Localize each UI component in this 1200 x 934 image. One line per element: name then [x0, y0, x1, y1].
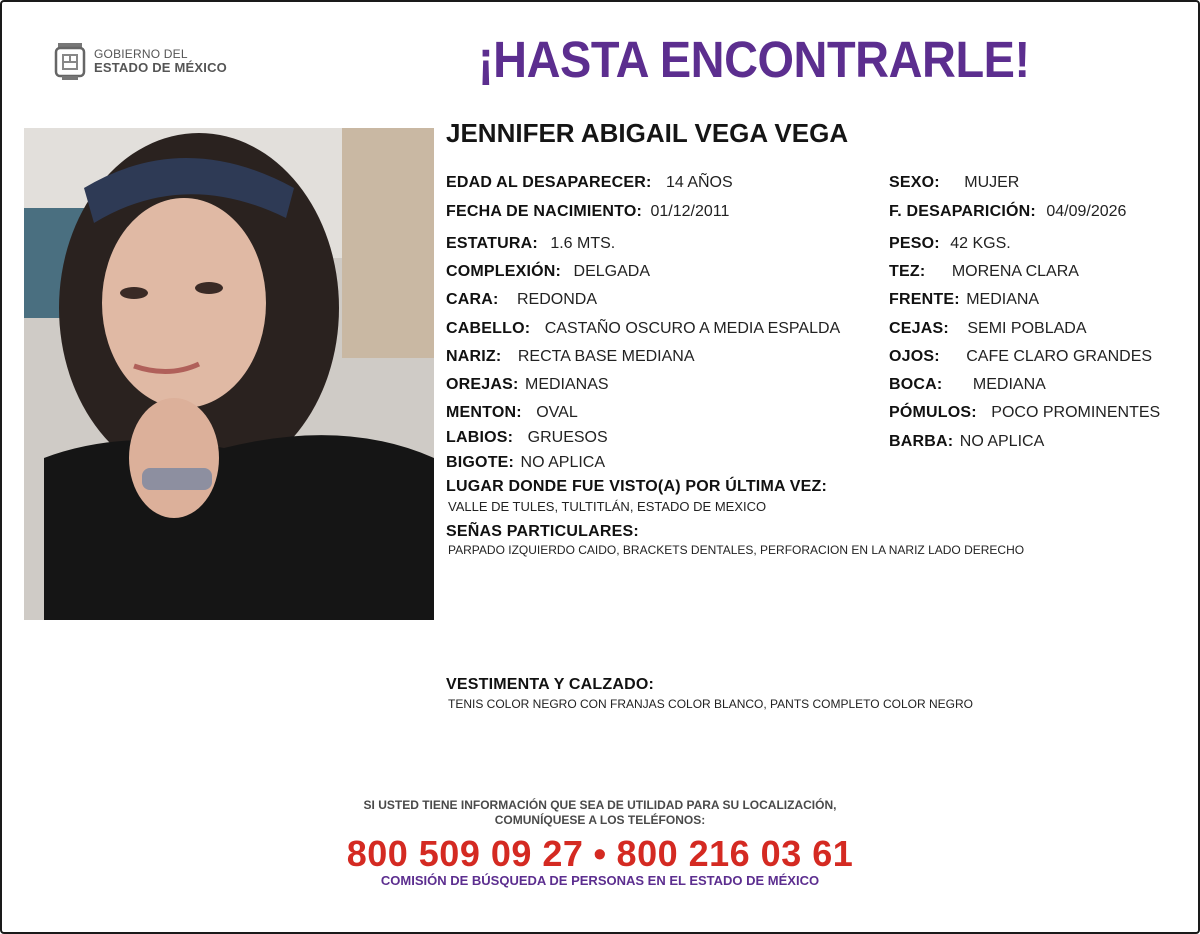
field-chin: MENTON: OVAL	[446, 404, 578, 421]
field-beard: BARBA: NO APLICA	[889, 433, 1045, 450]
field-sex: SEXO: MUJER	[889, 174, 1020, 191]
field-cheekbones: PÓMULOS: POCO PROMINENTES	[889, 404, 1161, 421]
last-seen-value: VALLE DE TULES, TULTITLÁN, ESTADO DE MEXICO	[448, 499, 767, 514]
logo-line-1: GOBIERNO DEL	[94, 47, 188, 61]
marks-label: SEÑAS PARTICULARES:	[446, 523, 639, 540]
field-weight: PESO: 42 KGS.	[889, 235, 1011, 252]
last-seen-label: LUGAR DONDE FUE VISTO(A) POR ÚLTIMA VEZ:	[446, 478, 828, 495]
field-moustache: BIGOTE: NO APLICA	[446, 454, 606, 471]
clothing-value: TENIS COLOR NEGRO CON FRANJAS COLOR BLANCO, PANTS COMPLETO COLOR NEGRO	[448, 697, 973, 711]
person-name: JENNIFER ABIGAIL VEGA VEGA	[446, 118, 849, 148]
clothing-label: VESTIMENTA Y CALZADO:	[446, 676, 655, 693]
phone-number-1[interactable]: 800 509 09 27	[346, 833, 584, 874]
phone-separator: •	[593, 833, 607, 874]
coat-of-arms-icon	[52, 40, 88, 82]
headline: ¡HASTA ENCONTRARLE!	[478, 31, 1030, 88]
field-mouth: BOCA: MEDIANA	[889, 376, 1046, 393]
marks-value: PARPADO IZQUIERDO CAIDO, BRACKETS DENTALES, PERFORACION EN LA NARIZ LADO DERECHO	[448, 543, 1025, 557]
field-lips: LABIOS: GRUESOS	[446, 429, 608, 446]
field-hair: CABELLO: CASTAÑO OSCURO A MEDIA ESPALDA	[446, 320, 841, 337]
logo-line-2: ESTADO DE MÉXICO	[94, 60, 227, 75]
field-birth-date: FECHA DE NACIMIENTO: 01/12/2011	[446, 203, 730, 220]
field-build: COMPLEXIÓN: DELGADA	[446, 263, 651, 280]
info-line-2: COMUNÍQUESE A LOS TELÉFONOS:	[494, 813, 706, 827]
government-logo	[52, 40, 227, 82]
missing-person-photo	[24, 128, 434, 620]
commission-name: COMISIÓN DE BÚSQUEDA DE PERSONAS EN EL ESTADO DE MÉXICO	[380, 873, 820, 888]
field-complexion: TEZ: MORENA CLARA	[889, 263, 1079, 280]
field-ears: OREJAS: MEDIANAS	[446, 376, 609, 393]
phone-numbers	[0, 833, 1200, 875]
field-height: ESTATURA: 1.6 MTS.	[446, 235, 616, 252]
field-face: CARA: REDONDA	[446, 291, 598, 308]
field-eyebrows: CEJAS: SEMI POBLADA	[889, 320, 1087, 337]
info-line-1: SI USTED TIENE INFORMACIÓN QUE SEA DE UTILIDAD PARA SU LOCALIZACIÓN,	[363, 798, 837, 812]
field-nose: NARIZ: RECTA BASE MEDIANA	[446, 348, 695, 365]
field-eyes: OJOS: CAFE CLARO GRANDES	[889, 348, 1153, 365]
phone-number-2[interactable]: 800 216 03 61	[616, 833, 854, 874]
field-disappearance-date: F. DESAPARICIÓN: 04/09/2026	[889, 203, 1127, 220]
portrait-image	[24, 128, 434, 620]
field-age: EDAD AL DESAPARECER: 14 AÑOS	[446, 174, 733, 191]
field-forehead: FRENTE: MEDIANA	[889, 291, 1040, 308]
